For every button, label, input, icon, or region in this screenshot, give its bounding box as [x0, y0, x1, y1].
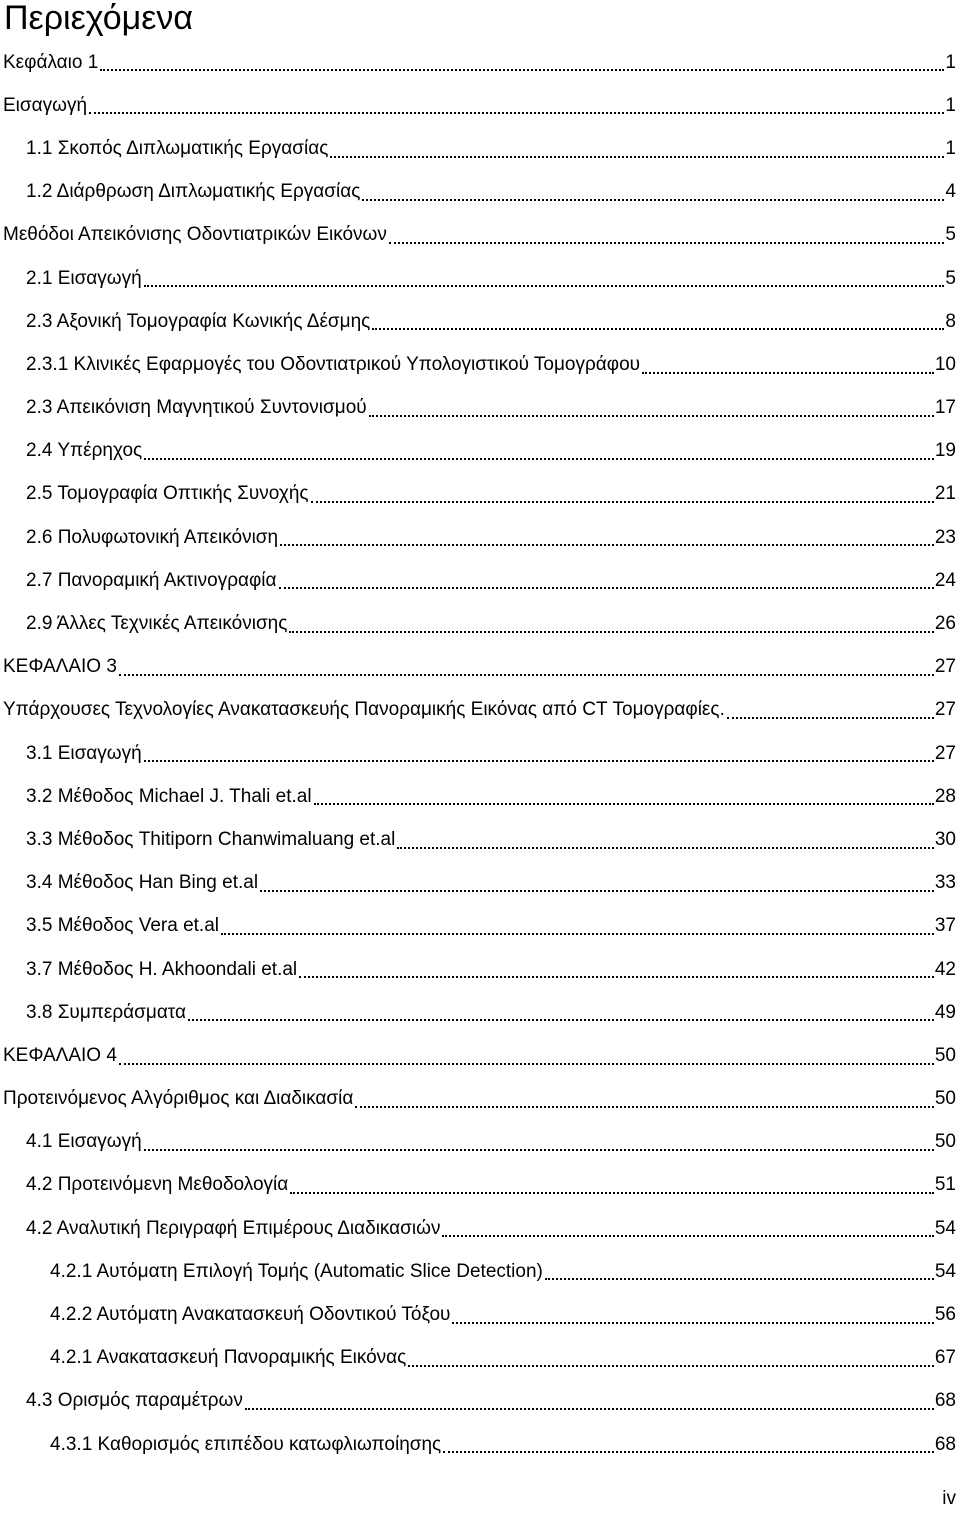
toc-entry-page[interactable]: 5: [945, 224, 956, 246]
dot-leader: [545, 1278, 934, 1280]
dot-leader: [642, 372, 934, 374]
toc-entry-page[interactable]: 27: [934, 742, 956, 764]
toc-entry-title[interactable]: 2.7 Πανοραμική Ακτινογραφία: [26, 569, 277, 591]
toc-entry[interactable]: [0, 127, 960, 170]
toc-entry-title[interactable]: 2.9 Άλλες Τεχνικές Απεικόνισης: [26, 613, 288, 635]
toc-entry-page[interactable]: 56: [934, 1304, 956, 1326]
dot-leader: [369, 415, 934, 417]
toc-entry-title[interactable]: 4.3.1 Καθορισμός επιπέδου κατωφλιωποίησης: [50, 1433, 442, 1455]
toc-entry-page[interactable]: 17: [934, 397, 956, 419]
dot-leader: [144, 760, 934, 762]
toc-entry[interactable]: [0, 1293, 960, 1336]
toc-entry-page[interactable]: 50: [934, 1131, 956, 1153]
toc-entry[interactable]: [0, 387, 960, 430]
toc-entry-title[interactable]: 3.1 Εισαγωγή: [26, 742, 142, 764]
dot-leader: [330, 156, 944, 158]
toc-entry[interactable]: [0, 1034, 960, 1077]
toc-entry[interactable]: [0, 689, 960, 732]
dot-leader: [397, 847, 934, 849]
toc-entry[interactable]: [0, 214, 960, 257]
table-of-contents: [0, 41, 960, 1466]
toc-entry-page[interactable]: 1: [945, 51, 956, 73]
dot-leader: [144, 1149, 934, 1151]
toc-entry-page[interactable]: 37: [934, 915, 956, 937]
toc-entry-title[interactable]: 2.5 Τομογραφία Οπτικής Συνοχής: [26, 483, 309, 505]
toc-entry-title[interactable]: 2.3 Απεικόνιση Μαγνητικού Συντονισμού: [26, 397, 367, 419]
toc-entry-title[interactable]: 4.2.1 Ανακατασκευή Πανοραμικής Εικόνας: [50, 1347, 407, 1369]
dot-leader: [355, 1106, 934, 1108]
dot-leader: [144, 285, 945, 287]
dot-leader: [443, 1451, 934, 1453]
toc-entry[interactable]: [0, 646, 960, 689]
toc-entry[interactable]: [0, 1423, 960, 1466]
toc-entry[interactable]: [0, 1380, 960, 1423]
toc-entry-page[interactable]: 51: [934, 1174, 956, 1196]
toc-entry-title[interactable]: 2.6 Πολυφωτονική Απεικόνιση: [26, 526, 279, 548]
dot-leader: [408, 1365, 934, 1367]
dot-leader: [289, 631, 933, 633]
toc-entry-title[interactable]: Μεθόδοι Απεικόνισης Οδοντιατρικών Εικόνων: [3, 224, 387, 246]
toc-entry[interactable]: [0, 775, 960, 818]
toc-entry-page[interactable]: 4: [945, 181, 956, 203]
dot-leader: [389, 242, 945, 244]
toc-entry-title[interactable]: 3.3 Μέθοδος Thitiporn Chanwimaluang et.al: [26, 828, 396, 850]
dot-leader: [245, 1408, 934, 1410]
toc-entry[interactable]: [0, 602, 960, 645]
toc-entry[interactable]: [0, 862, 960, 905]
dot-leader: [119, 674, 934, 676]
toc-entry[interactable]: [0, 343, 960, 386]
dot-leader: [372, 328, 944, 330]
toc-entry[interactable]: [0, 84, 960, 127]
toc-entry-page[interactable]: 24: [934, 569, 956, 591]
toc-entry[interactable]: [0, 516, 960, 559]
dot-leader: [260, 890, 934, 892]
toc-entry-title[interactable]: Εισαγωγή: [3, 94, 88, 116]
toc-entry[interactable]: [0, 1207, 960, 1250]
toc-entry-title[interactable]: 4.2.2 Αυτόματη Ανακατασκευή Οδοντικού Τόξου: [50, 1304, 451, 1326]
toc-entry-page[interactable]: 50: [934, 1044, 956, 1066]
dot-leader: [311, 501, 934, 503]
dot-leader: [188, 1019, 934, 1021]
toc-entry-title[interactable]: 2.3.1 Κλινικές Εφαρμογές του Οδοντιατρικού Υπολογιστικού Τομογράφου: [26, 353, 641, 375]
toc-entry-page[interactable]: 8: [945, 310, 956, 332]
dot-leader: [727, 717, 934, 719]
toc-entry-title[interactable]: ΚΕΦΑΛΑΙΟ 3: [3, 656, 117, 678]
toc-entry-title[interactable]: 1.1 Σκοπός Διπλωματικής Εργασίας: [26, 137, 329, 159]
toc-entry[interactable]: [0, 1078, 960, 1121]
toc-entry[interactable]: [0, 257, 960, 300]
toc-entry[interactable]: [0, 430, 960, 473]
toc-entry-page[interactable]: 33: [934, 872, 956, 894]
toc-entry-page[interactable]: 23: [934, 526, 956, 548]
toc-entry-page[interactable]: 10: [934, 353, 956, 375]
toc-entry-title[interactable]: 2.4 Υπέρηχος: [26, 440, 143, 462]
toc-entry-page[interactable]: 19: [934, 440, 956, 462]
toc-entry[interactable]: [0, 171, 960, 214]
toc-entry-title[interactable]: 4.3 Ορισμός παραμέτρων: [26, 1390, 243, 1412]
dot-leader: [221, 933, 934, 935]
toc-entry-title[interactable]: Προτεινόμενος Αλγόριθμος και Διαδικασία: [3, 1088, 354, 1110]
dot-leader: [362, 199, 944, 201]
dot-leader: [279, 587, 934, 589]
toc-entry-title[interactable]: 4.2.1 Αυτόματη Επιλογή Τομής (Automatic Slice Detection): [50, 1260, 543, 1282]
toc-entry-title[interactable]: Υπάρχουσες Τεχνολογίες Ανακατασκευής Πανοραμικής Εικόνας από CT Τομογραφίες.: [3, 699, 725, 721]
toc-entry-page[interactable]: 68: [934, 1390, 956, 1412]
toc-entry-page[interactable]: 1: [945, 137, 956, 159]
dot-leader: [89, 112, 944, 114]
toc-entry-page[interactable]: 27: [934, 699, 956, 721]
toc-entry-title[interactable]: 4.2 Προτεινόμενη Μεθοδολογία: [26, 1174, 289, 1196]
dot-leader: [452, 1322, 933, 1324]
dot-leader: [290, 1192, 934, 1194]
dot-leader: [144, 458, 934, 460]
dot-leader: [314, 803, 934, 805]
toc-entry[interactable]: [0, 948, 960, 991]
toc-entry[interactable]: [0, 473, 960, 516]
toc-entry[interactable]: [0, 1337, 960, 1380]
toc-entry[interactable]: [0, 991, 960, 1034]
toc-entry-page[interactable]: 27: [934, 656, 956, 678]
toc-entry[interactable]: [0, 732, 960, 775]
toc-entry[interactable]: [0, 300, 960, 343]
toc-entry[interactable]: [0, 905, 960, 948]
page-number: iv: [942, 1488, 956, 1509]
toc-entry[interactable]: [0, 818, 960, 861]
toc-entry-page[interactable]: 5: [945, 267, 956, 289]
toc-entry-page[interactable]: 49: [934, 1001, 956, 1023]
toc-entry-page[interactable]: 50: [934, 1088, 956, 1110]
toc-entry-page[interactable]: 28: [934, 785, 956, 807]
dot-leader: [442, 1235, 933, 1237]
dot-leader: [100, 69, 944, 71]
toc-entry-page[interactable]: 26: [934, 613, 956, 635]
toc-entry-page[interactable]: 67: [934, 1347, 956, 1369]
toc-entry[interactable]: [0, 41, 960, 84]
toc-entry-title[interactable]: 3.7 Μέθοδος H. Akhoondali et.al: [26, 958, 298, 980]
page-title: Περιεχόμενα: [4, 0, 194, 37]
toc-entry[interactable]: [0, 559, 960, 602]
toc-entry-title[interactable]: 2.1 Εισαγωγή: [26, 267, 142, 289]
dot-leader: [299, 976, 934, 978]
toc-entry-page[interactable]: 21: [934, 483, 956, 505]
toc-entry-title[interactable]: 2.3 Αξονική Τομογραφία Κωνικής Δέσμης: [26, 310, 371, 332]
toc-entry-title[interactable]: 3.8 Συμπεράσματα: [26, 1001, 187, 1023]
toc-entry-title[interactable]: Κεφάλαιο 1: [3, 51, 99, 73]
toc-entry[interactable]: [0, 1250, 960, 1293]
toc-entry-title[interactable]: 1.2 Διάρθρωση Διπλωματικής Εργασίας: [26, 181, 361, 203]
toc-entry[interactable]: [0, 1164, 960, 1207]
toc-entry-page[interactable]: 30: [934, 828, 956, 850]
dot-leader: [280, 544, 934, 546]
toc-entry-title[interactable]: 3.2 Μέθοδος Michael J. Thali et.al: [26, 785, 312, 807]
toc-entry-title[interactable]: 3.5 Μέθοδος Vera et.al: [26, 915, 219, 937]
toc-entry-title[interactable]: 3.4 Μέθοδος Han Bing et.al: [26, 872, 259, 894]
toc-entry-page[interactable]: 42: [934, 958, 956, 980]
toc-entry-page[interactable]: 54: [934, 1217, 956, 1239]
toc-entry[interactable]: [0, 1121, 960, 1164]
toc-entry-title[interactable]: ΚΕΦΑΛΑΙΟ 4: [3, 1044, 117, 1066]
toc-entry-title[interactable]: 4.1 Εισαγωγή: [26, 1131, 142, 1153]
toc-entry-page[interactable]: 68: [934, 1433, 956, 1455]
dot-leader: [119, 1063, 934, 1065]
toc-entry-title[interactable]: 4.2 Αναλυτική Περιγραφή Επιμέρους Διαδικασιών: [26, 1217, 441, 1239]
toc-entry-page[interactable]: 1: [945, 94, 956, 116]
toc-entry-page[interactable]: 54: [934, 1260, 956, 1282]
